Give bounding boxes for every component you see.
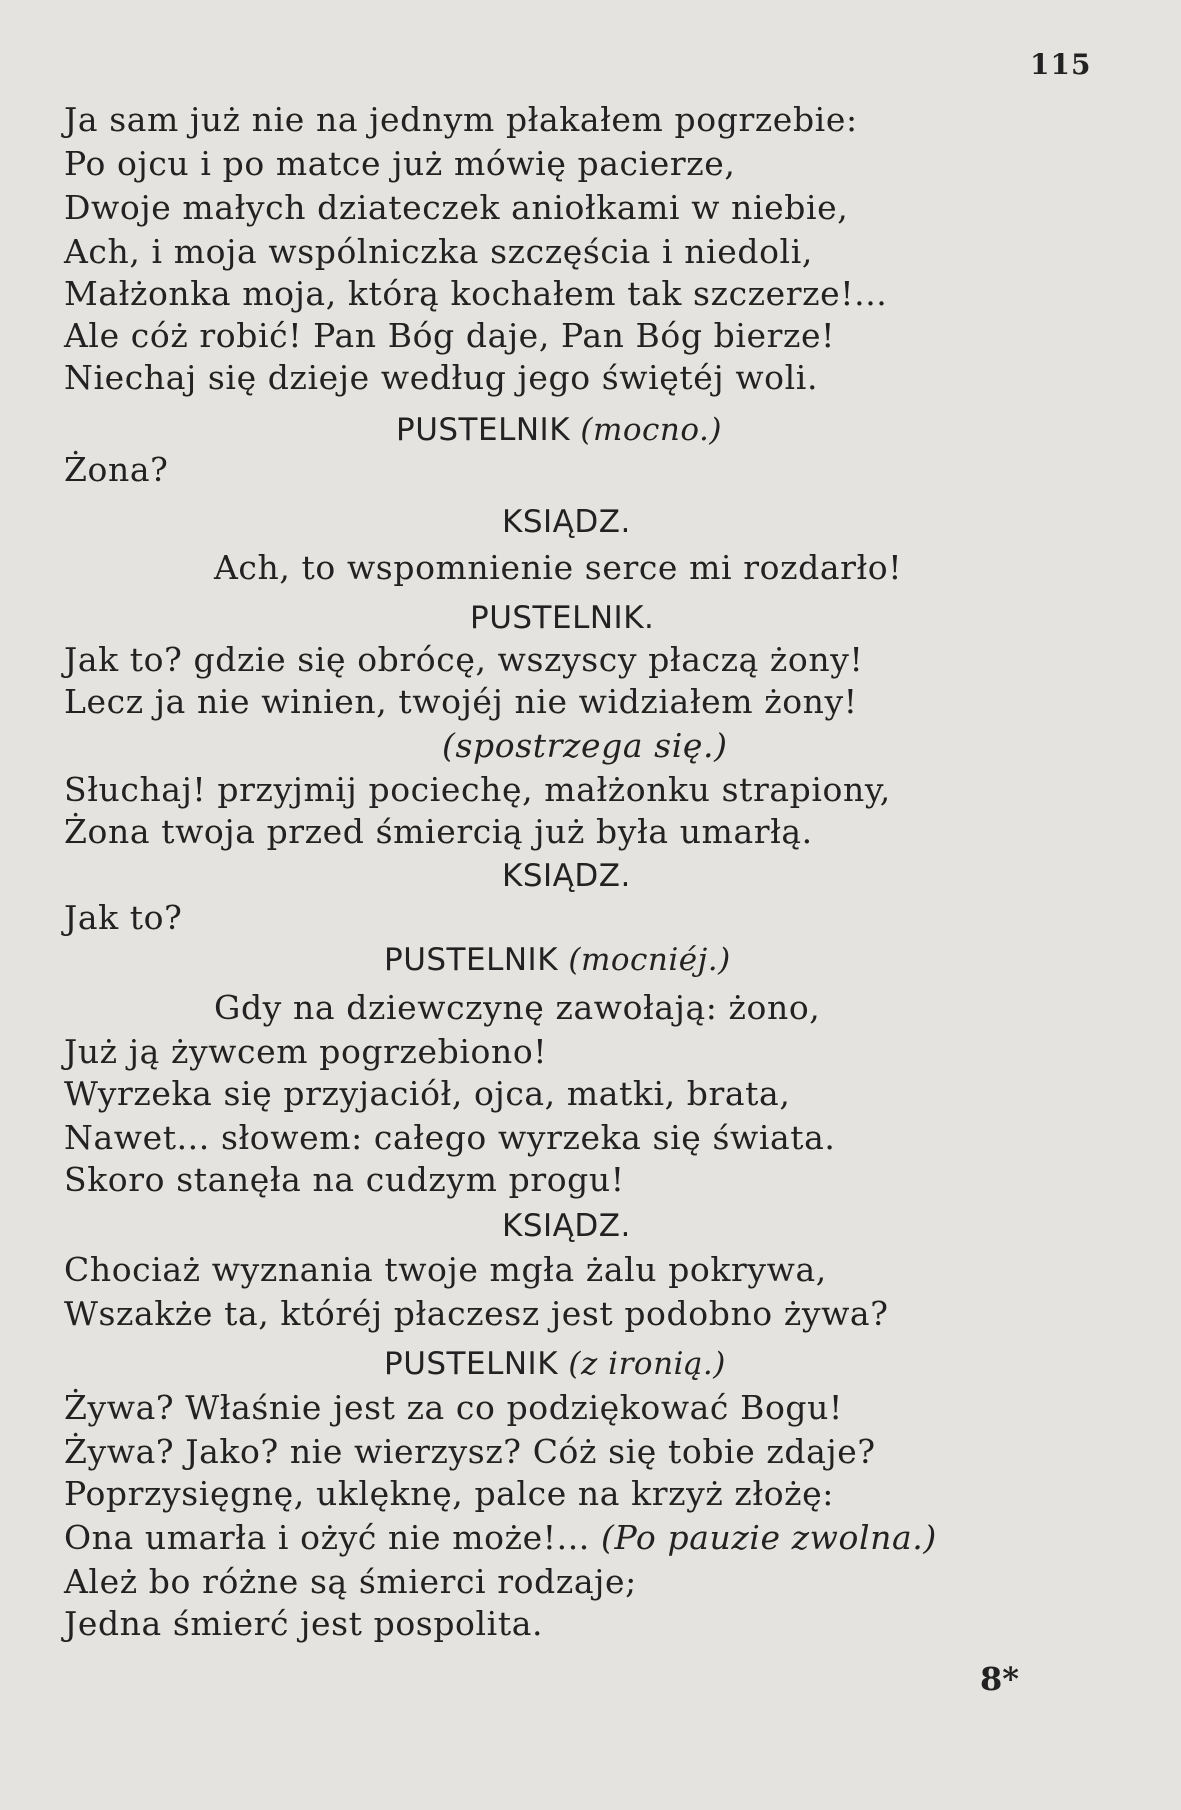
verse-line: Jak to? [64, 898, 183, 937]
verse-line: Poprzysięgnę, uklęknę, palce na krzyż złożę: [64, 1474, 834, 1513]
speaker-heading: KSIĄDZ. [502, 1208, 631, 1244]
verse-line: Żywa? Jako? nie wierzysz? Cóż się tobie zdaje? [64, 1432, 876, 1471]
speaker-name: PUSTELNIK [384, 1346, 559, 1382]
verse-line: Ale cóż robić! Pan Bóg daje, Pan Bóg bierze! [64, 316, 836, 355]
verse-line: Już ją żywcem pogrzebiono! [64, 1032, 548, 1071]
verse-line: Małżonka moja, którą kochałem tak szczerze!... [64, 274, 888, 313]
verse-line: Nawet... słowem: całego wyrzeka się świata. [64, 1118, 836, 1157]
speaker-heading [384, 1344, 726, 1384]
stage-direction: (mocniéj.) [568, 942, 731, 978]
speaker-heading: KSIĄDZ. [502, 858, 631, 894]
verse-line: Niechaj się dzieje według jego świętéj woli. [64, 358, 819, 397]
verse-line: Słuchaj! przyjmij pociechę, małżonku strapiony, [64, 770, 891, 809]
speaker-heading: KSIĄDZ. [502, 504, 631, 540]
stage-direction: (z ironią.) [568, 1346, 726, 1382]
verse-line: Gdy na dziewczynę zawołają: żono, [214, 988, 821, 1027]
verse-line: Wszakże ta, któréj płaczesz jest podobno żywa? [64, 1294, 889, 1333]
stage-direction: (spostrzega się.) [442, 726, 728, 765]
verse-line: Chociaż wyznania twoje mgła żalu pokrywa, [64, 1250, 827, 1289]
verse-line: Żona? [64, 450, 169, 489]
verse-line: Ach, i moja wspólniczka szczęścia i niedoli, [64, 232, 813, 271]
speaker-heading [396, 410, 722, 450]
printer-signature-mark: 8* [980, 1660, 1019, 1698]
stage-direction: (mocno.) [580, 412, 722, 448]
verse-line [64, 1518, 937, 1558]
verse-line: Żywa? Właśnie jest za co podziękować Bogu! [64, 1388, 843, 1427]
verse-text: Ona umarła i ożyć nie może!... [64, 1518, 590, 1557]
verse-line: Ależ bo różne są śmierci rodzaje; [64, 1562, 637, 1601]
speaker-name: PUSTELNIK [384, 942, 559, 978]
verse-line: Żona twoja przed śmiercią już była umarłą. [64, 812, 813, 851]
verse-line: Po ojcu i po matce już mówię pacierze, [64, 144, 736, 183]
verse-line: Ach, to wspomnienie serce mi rozdarło! [214, 548, 903, 587]
verse-line: Ja sam już nie na jednym płakałem pogrzebie: [64, 100, 858, 139]
verse-line: Jak to? gdzie się obrócę, wszyscy płaczą żony! [64, 640, 864, 679]
verse-line: Wyrzeka się przyjaciół, ojca, matki, brata, [64, 1074, 791, 1113]
page-number: 115 [1030, 48, 1092, 81]
verse-line: Skoro stanęła na cudzym progu! [64, 1160, 625, 1199]
stage-direction: (Po pauzie zwolna.) [600, 1518, 937, 1557]
verse-line: Lecz ja nie winien, twojéj nie widziałem żony! [64, 682, 858, 721]
verse-line: Jedna śmierć jest pospolita. [64, 1604, 544, 1643]
speaker-heading [384, 940, 731, 980]
speaker-name: PUSTELNIK [396, 412, 571, 448]
verse-line: Dwoje małych dziateczek aniołkami w niebie, [64, 188, 849, 227]
speaker-heading: PUSTELNIK. [470, 600, 655, 636]
